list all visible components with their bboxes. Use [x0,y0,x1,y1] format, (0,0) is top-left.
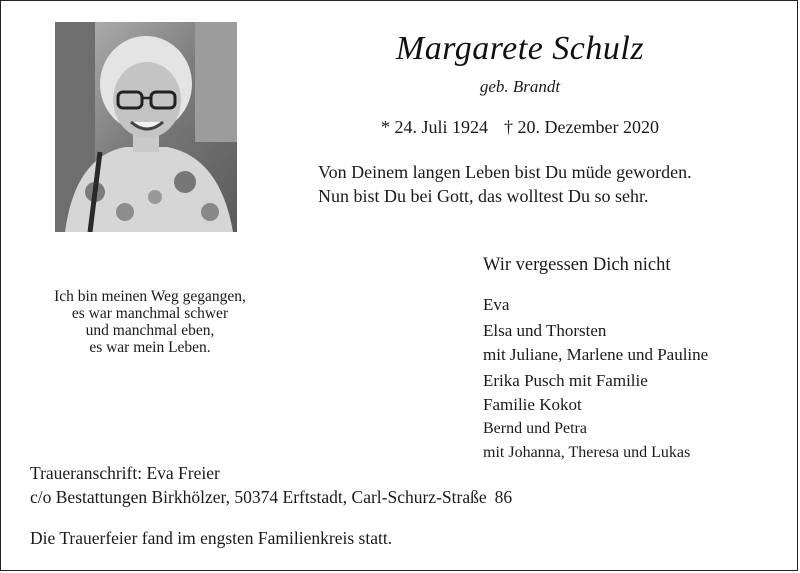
death-date: † 20. Dezember 2020 [504,117,659,137]
ceremony-note: Die Trauerfeier fand im engsten Familienkreis statt. [30,528,393,548]
mourner-entry: Familie Kokot [483,395,582,414]
mourner-entry: Eva [483,295,510,314]
verse [318,160,758,208]
birth-name: geb. Brandt [479,77,561,96]
birth-date: * 24. Juli 1924 [381,117,489,137]
poem-line: Ich bin meinen Weg gegangen, [54,288,246,305]
mourner-entry: Erika Pusch mit Familie [483,371,648,390]
mourner-entry: Bernd und Petra [483,420,587,437]
mourner-entry: Elsa und Thorsten [483,321,607,340]
verse-line: Nun bist Du bei Gott, das wolltest Du so sehr. [318,186,649,206]
mourner-entry: mit Juliane, Marlene und Pauline [483,345,709,364]
verse-line: Von Deinem langen Leben bist Du müde geworden. [318,162,692,182]
poem-line: es war mein Leben. [89,339,211,356]
mourners-heading: Wir vergessen Dich nicht [483,255,671,275]
portrait-photo [55,22,237,232]
mourner-entry: mit Johanna, Theresa und Lukas [483,444,691,461]
mourning-address [30,461,512,509]
mourners-list [483,293,783,465]
address-line: c/o Bestattungen Birkhölzer, 50374 Erftstadt, Carl-Schurz-Straße [30,487,487,507]
poem-line: es war manchmal schwer [71,305,229,322]
poem-line: und manchmal eben, [85,322,215,339]
address-line: Traueranschrift: Eva Freier [30,463,220,483]
deceased-name: Margarete Schulz [395,30,645,67]
house-number: 86 [494,487,513,507]
poem [20,288,280,356]
life-dates [330,117,710,138]
